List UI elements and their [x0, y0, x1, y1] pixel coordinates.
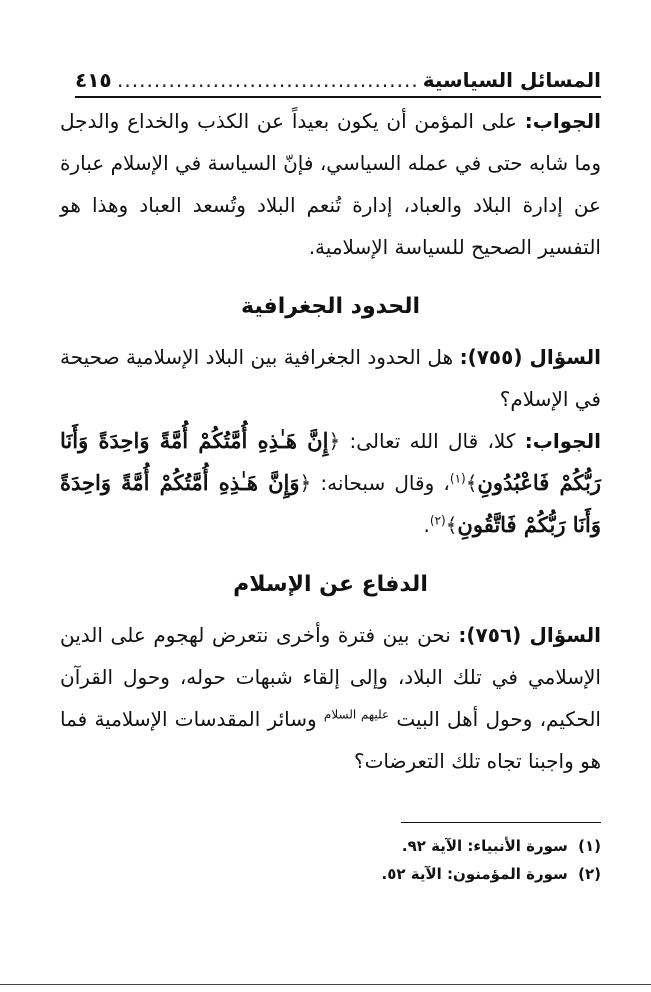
running-header [75, 58, 601, 98]
sentence-end: . [423, 513, 430, 537]
page-bottom-edge [0, 984, 651, 985]
ornate-bracket-open-icon: ﴿ [328, 429, 341, 453]
footnotes [60, 832, 601, 888]
section-heading-defense: الدفاع عن الإسلام [233, 572, 428, 597]
footnote-text: سورة الأنبياء: الآية ٩٢. [401, 837, 568, 855]
footnote-item [60, 860, 601, 888]
answer-754 [60, 100, 601, 268]
footnote-ref-1: (١) [449, 471, 466, 486]
footnote-divider [401, 822, 601, 823]
question-text-part2: وسائر المقدسات الإسلامية فما هو واجبنا تجاه تلك التعرضات؟ [60, 707, 601, 773]
ornate-bracket-close-icon: ﴾ [465, 471, 478, 495]
section-heading-borders: الحدود الجغرافية [240, 294, 421, 319]
quran-verse-1: إِنَّ هَـٰذِهِ أُمَّتُكُمْ أُمَّةً وَاحِدَةً وَأَنَا رَبُّكُمْ فَاعْبُدُونِ [60, 428, 602, 495]
footnote-text: سورة المؤمنون: الآية ٥٢. [381, 865, 568, 883]
answer-intro: كلا، قال الله تعالى: [349, 429, 516, 453]
question-text-part1: نحن بين فترة وأخرى نتعرض لهجوم على الدين الإسلامي في تلك البلاد، وإلى إلقاء شبهات حوله، وحول القرآن الحكيم، وحول أهل البيت [60, 623, 601, 731]
footnote-item [60, 832, 601, 860]
quran-verse-2: وَإِنَّ هَـٰذِهِ أُمَّتُكُمْ أُمَّةً وَاحِدَةً وَأَنَا رَبُّكُمْ فَاتَّقُونِ [60, 470, 601, 537]
question-755 [60, 336, 601, 420]
question-text: هل الحدود الجغرافية بين البلاد الإسلامية صحيحة في الإسلام؟ [60, 345, 601, 411]
page-number: ٤١٥ [75, 68, 112, 92]
honorific-symbol: عليهم السلام [323, 707, 390, 722]
ornate-bracket-close-icon: ﴾ [445, 513, 458, 537]
answer-label: الجواب: [524, 429, 601, 453]
header-leader-dots [116, 68, 419, 92]
footnote-number: (٢) [578, 865, 601, 883]
footnote-number: (١) [578, 837, 601, 855]
header-title: المسائل السياسية [422, 68, 601, 92]
answer-755 [60, 420, 601, 546]
question-label: السؤال (٧٥٥): [459, 345, 601, 369]
footnote-ref-2: (٢) [429, 513, 446, 528]
question-label: السؤال (٧٥٦): [458, 623, 601, 647]
connector-text: ، وقال سبحانه: [320, 471, 450, 495]
page-body [60, 100, 601, 782]
answer-text: على المؤمن أن يكون بعيداً عن الكذب والخداع والدجل وما شابه حتى في عمله السياسي، فإنّ السياسة في الإسلام عبارة عن إدارة البلاد والعباد، إدارة تُنعم البلاد وتُسعد العباد وهذا هو التفسير الصحيح للسياسة الإسلامية. [60, 109, 601, 259]
ornate-bracket-open-icon: ﴿ [299, 471, 312, 495]
question-756 [60, 614, 601, 782]
answer-label: الجواب: [524, 109, 601, 133]
